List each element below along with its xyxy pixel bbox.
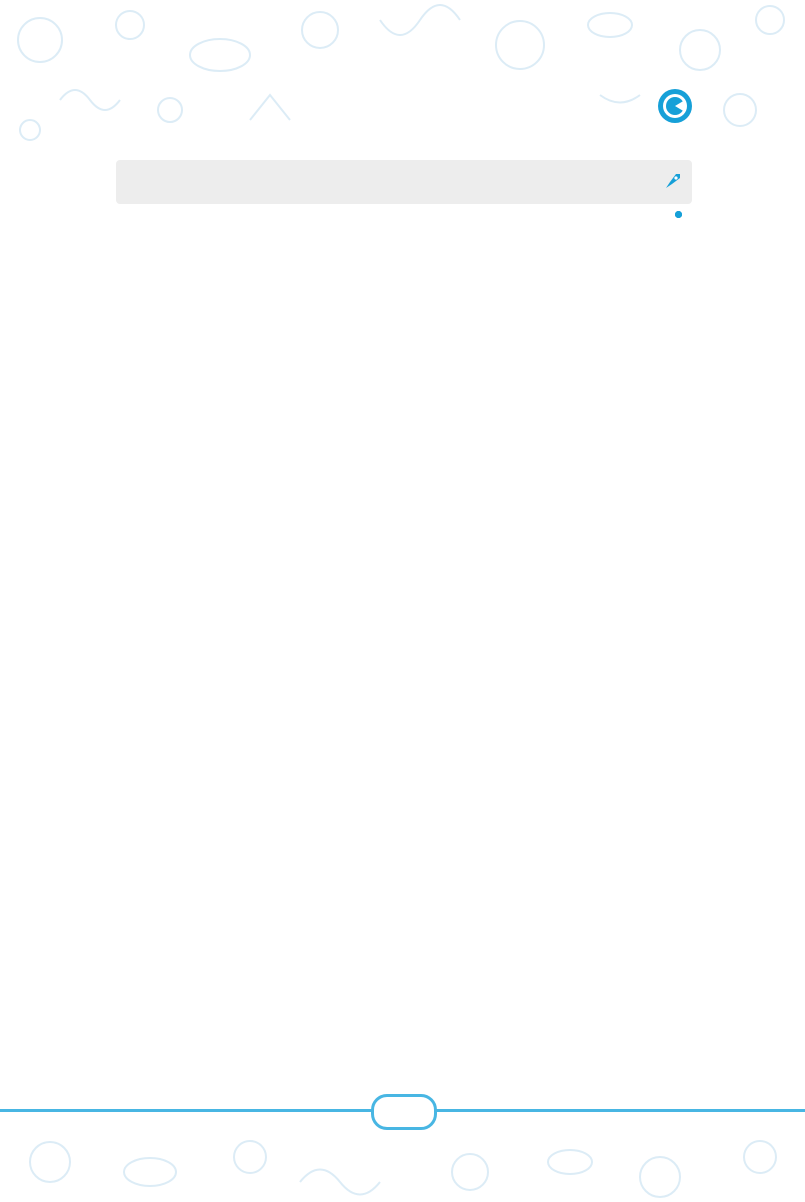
rocket-icon [664, 172, 682, 190]
reminder-callout [116, 160, 692, 204]
page-header [649, 86, 693, 126]
doodle-pattern-top [0, 0, 805, 150]
page-content [118, 150, 690, 249]
doodle-pattern-bottom [0, 1102, 805, 1202]
pacman-logo-icon [657, 88, 693, 124]
section-heading-wrap [118, 214, 690, 247]
callout-intro [126, 166, 682, 198]
